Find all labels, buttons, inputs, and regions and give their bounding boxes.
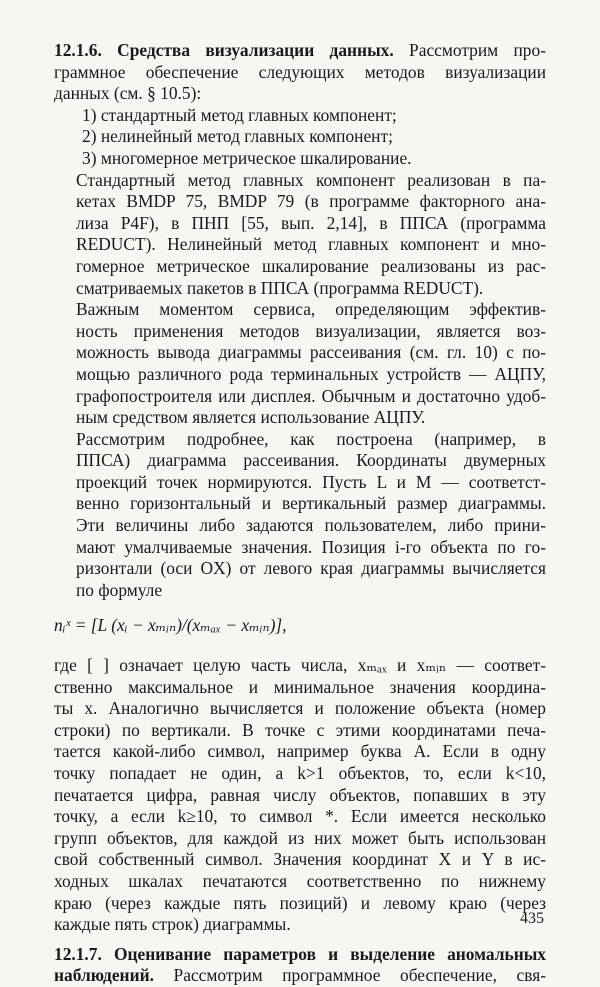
methods-list <box>54 105 546 170</box>
paragraph-diagram: Рассмотрим подробнее, как построена (например, в ППСА) диаграмма рассеивания. Координаты двумерных проекций точек нормируются. Пусть L и M — соответст- венно горизонтальный и вертикальный размер диаграммы. Эти величины либо задаются пользователем, либо прини- мают умалчиваемые значения. Позиция i-го объекта по го- ризонтали (оси OX) от левого края диаграммы вычисляется по формуле <box>76 428 546 600</box>
list-item: 3) многомерное метрическое шкалирование. <box>82 147 412 168</box>
section-1217-paragraph: 12.1.7. Оценивание параметров и выделение аномальных наблюдений. Рассмотрим программное обеспечение, свя- <box>54 943 546 986</box>
formula: nᵢˣ = [L (xᵢ − xₘᵢₙ)/(xₘₐₓ − xₘᵢₙ)], <box>54 615 287 636</box>
text-column <box>54 40 546 987</box>
paragraph-explanation: где [ ] означает целую часть числа, xₘₐₓ и xₘᵢₙ — соответ- ственно максимальное и минимальное значения координа- ты x. Аналогично вычисляется и положение объекта (номер строки) по вертикали. В точке с этими координатами печа- тается какой-либо символ, например буква А. Если в одну точку попадает не один, а k>1 объектов, то, если k<10, печатается цифра, равная числу объектов, попавших в эту точку, а если k≥10, то символ *. Если имеется несколько групп объектов, для каждой из них может быть использован свой собственный символ. Значения координат X и Y в ис- ходных шкалах печатаются соответственно по нижнему краю (через каждые пять позиций) и левому краю (через каждые пять строк) диаграммы. <box>54 655 546 935</box>
section-heading: 12.1.7. Оценивание параметров и выделение аномальных <box>54 943 546 964</box>
section-1216-paragraph: 12.1.6. Средства визуализации данных. Рассмотрим про- граммное обеспечение следующих методов визуализации данных (см. § 10.5): <box>54 40 546 104</box>
list-item: 2) нелинейный метод главных компонент; <box>82 126 393 147</box>
section-heading: 12.1.6. Средства визуализации данных. <box>54 40 394 60</box>
list-item: 1) стандартный метод главных компонент; <box>82 104 397 125</box>
page-number: 435 <box>520 910 544 927</box>
paragraph-service: Важным моментом сервиса, определяющим эффектив- ность применения методов визуализации, является воз- можность вывода диаграммы рассеивания (см. гл. 10) с по- мощью различного рода терминальных устройств — АЦПУ, графопостроителя или дисплея. Обычным и достаточно удоб- ным средством является использование АЦПУ. <box>76 299 546 428</box>
paragraph-packages: Стандартный метод главных компонент реализован в па- кетах BMDP 75, BMDP 79 (в программе факторного ана- лиза P4F), в ПНП [55, вып. 2,14], в ППСА (программа REDUCT). Нелинейный метод главных компонент и мно- гомерное метрическое шкалирование реализованы из рас- сматриваемых пакетов в ППСА (программа REDUCT). <box>76 169 546 298</box>
